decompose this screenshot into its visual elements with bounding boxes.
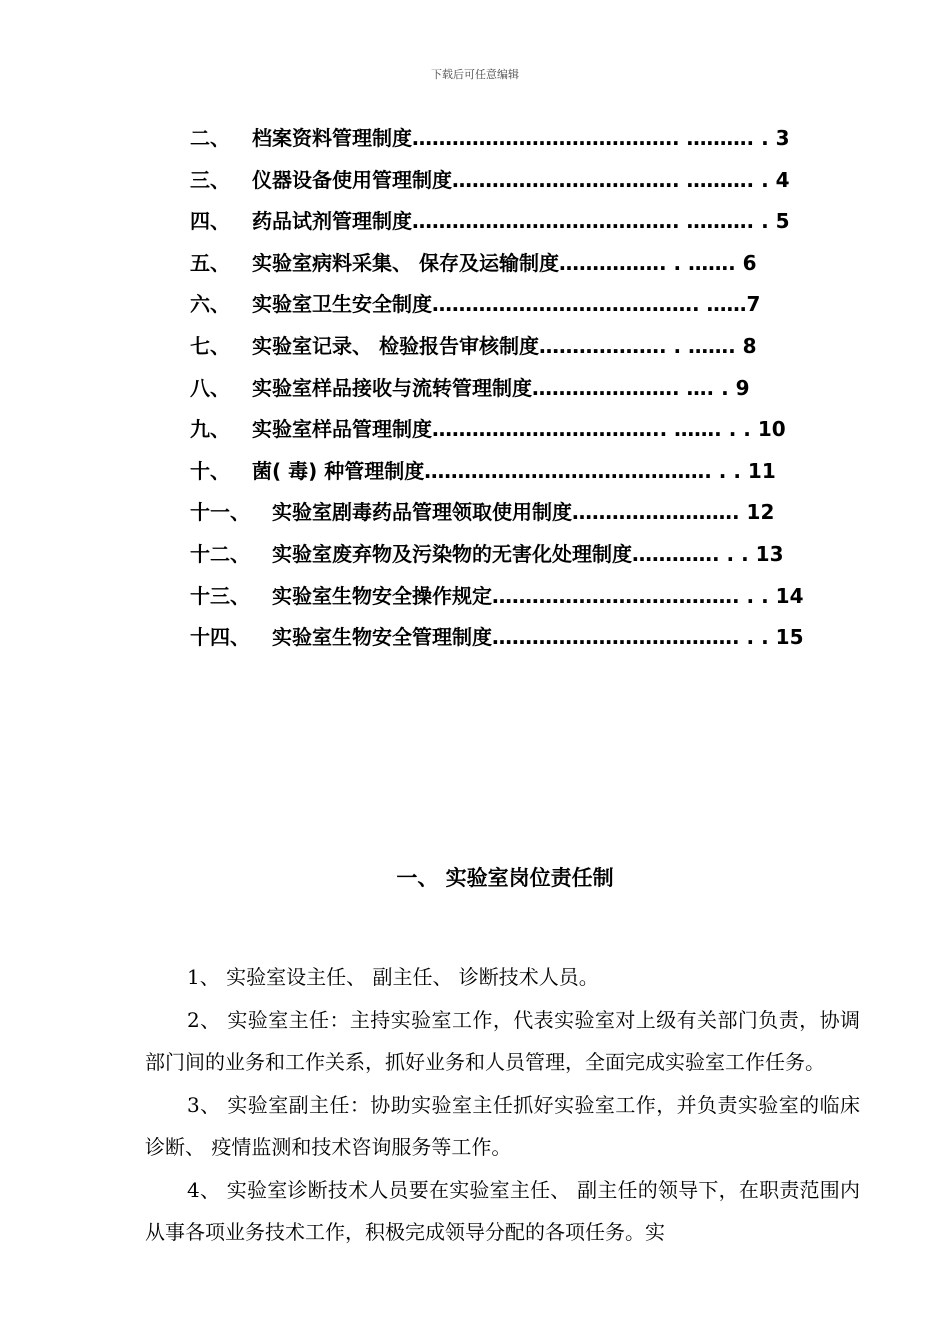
toc-item[interactable]: [190, 496, 850, 538]
toc-item[interactable]: [190, 455, 850, 497]
toc-item-leader-page: …………………………….. ……. . . 10: [432, 417, 786, 442]
toc-item-number: 十、: [190, 458, 230, 483]
toc-item-number: 八、: [190, 375, 230, 400]
toc-item[interactable]: [190, 330, 850, 372]
toc-item[interactable]: [190, 247, 850, 289]
section-body: [145, 956, 860, 1254]
toc-item-leader-page: …………………. …. . 9: [532, 375, 750, 400]
toc-item-number: 六、: [190, 292, 230, 317]
toc-item[interactable]: [190, 205, 850, 247]
toc-item-leader-page: ……………………………. ………. . 4: [452, 167, 790, 192]
toc-item-leader-page: …………………………………. ………. . 5: [412, 209, 790, 234]
toc-item-title: 药品试剂管理制度: [252, 209, 412, 234]
toc-item[interactable]: [190, 288, 850, 330]
toc-item-title: 实验室样品管理制度: [252, 417, 432, 442]
section-heading: 一、 实验室岗位责任制: [396, 866, 614, 890]
toc-item-title: 档案资料管理制度: [252, 126, 412, 150]
toc-item-number: 十二、: [190, 541, 250, 566]
toc-item-number: 七、: [190, 333, 230, 358]
toc-item-leader-page: …………. . . 13: [632, 541, 784, 566]
toc-item-leader-page: ………………. . ……. 8: [538, 333, 757, 358]
toc-item-title: 实验室废弃物及污染物的无害化处理制度: [272, 541, 632, 566]
toc-item-number: 十四、: [190, 625, 250, 650]
toc-item-title: 实验室记录、 检验报告审核制度: [252, 333, 539, 358]
toc-item-title: 菌( 毒) 种管理制度: [252, 458, 425, 483]
toc-item-title: 实验室病料采集、 保存及运输制度: [252, 250, 559, 275]
toc-item-title: 实验室生物安全管理制度: [272, 625, 492, 650]
toc-item-title: 实验室卫生安全制度: [252, 292, 432, 317]
toc-item-number: 二、: [190, 126, 230, 150]
toc-item-leader-page: ……………. . ……. 6: [558, 250, 757, 275]
toc-item-leader-page: ………………………………. . . 15: [492, 625, 804, 650]
paragraph: 3、 实验室副主任：协助实验室主任抓好实验室工作，并负责实验室的临床诊断、 疫情监测和技术咨询服务等工作。: [145, 1092, 860, 1159]
toc-item[interactable]: [190, 122, 850, 164]
toc-item-title: 仪器设备使用管理制度: [252, 167, 452, 192]
paragraph: 4、 实验室诊断技术人员要在实验室主任、 副主任的领导下，在职责范围内从事各项业务技术工作，积极完成领导分配的各项任务。实: [145, 1177, 860, 1244]
toc-item[interactable]: [190, 580, 850, 622]
toc-item-number: 四、: [190, 209, 230, 234]
toc-item[interactable]: [190, 164, 850, 206]
toc-item-title: 实验室生物安全操作规定: [272, 583, 492, 608]
toc-item-number: 三、: [190, 167, 230, 192]
toc-item[interactable]: [190, 372, 850, 414]
paragraph: 2、 实验室主任：主持实验室工作，代表实验室对上级有关部门负责，协调部门间的业务和工作关系，抓好业务和人员管理，全面完成实验室工作任务。: [145, 1007, 860, 1074]
toc-item-leader-page: …………………………………. ……7: [432, 292, 761, 317]
toc-item-leader-page: ……………………………………. . . 11: [424, 458, 776, 483]
toc-item-title: 实验室样品接收与流转管理制度: [252, 375, 532, 400]
paragraph: 1、 实验室设主任、 副主任、 诊断技术人员。: [187, 965, 599, 989]
toc-item[interactable]: [190, 621, 850, 663]
toc-item-leader-page: ………………………………. . . 14: [492, 583, 804, 608]
toc-item-number: 五、: [190, 250, 230, 275]
toc-item-leader-page: …………………………………. ………. . 3: [412, 126, 790, 150]
page-header: 下载后可任意编辑: [431, 68, 519, 81]
toc-item[interactable]: [190, 413, 850, 455]
toc-item-number: 十一、: [190, 500, 250, 525]
table-of-contents: [190, 122, 850, 663]
toc-item-number: 十三、: [190, 583, 250, 608]
toc-item-title: 实验室剧毒药品管理领取使用制度: [272, 500, 572, 525]
toc-item-number: 九、: [190, 417, 230, 442]
toc-item-leader-page: ……………………. 12: [572, 500, 775, 525]
toc-item[interactable]: [190, 538, 850, 580]
